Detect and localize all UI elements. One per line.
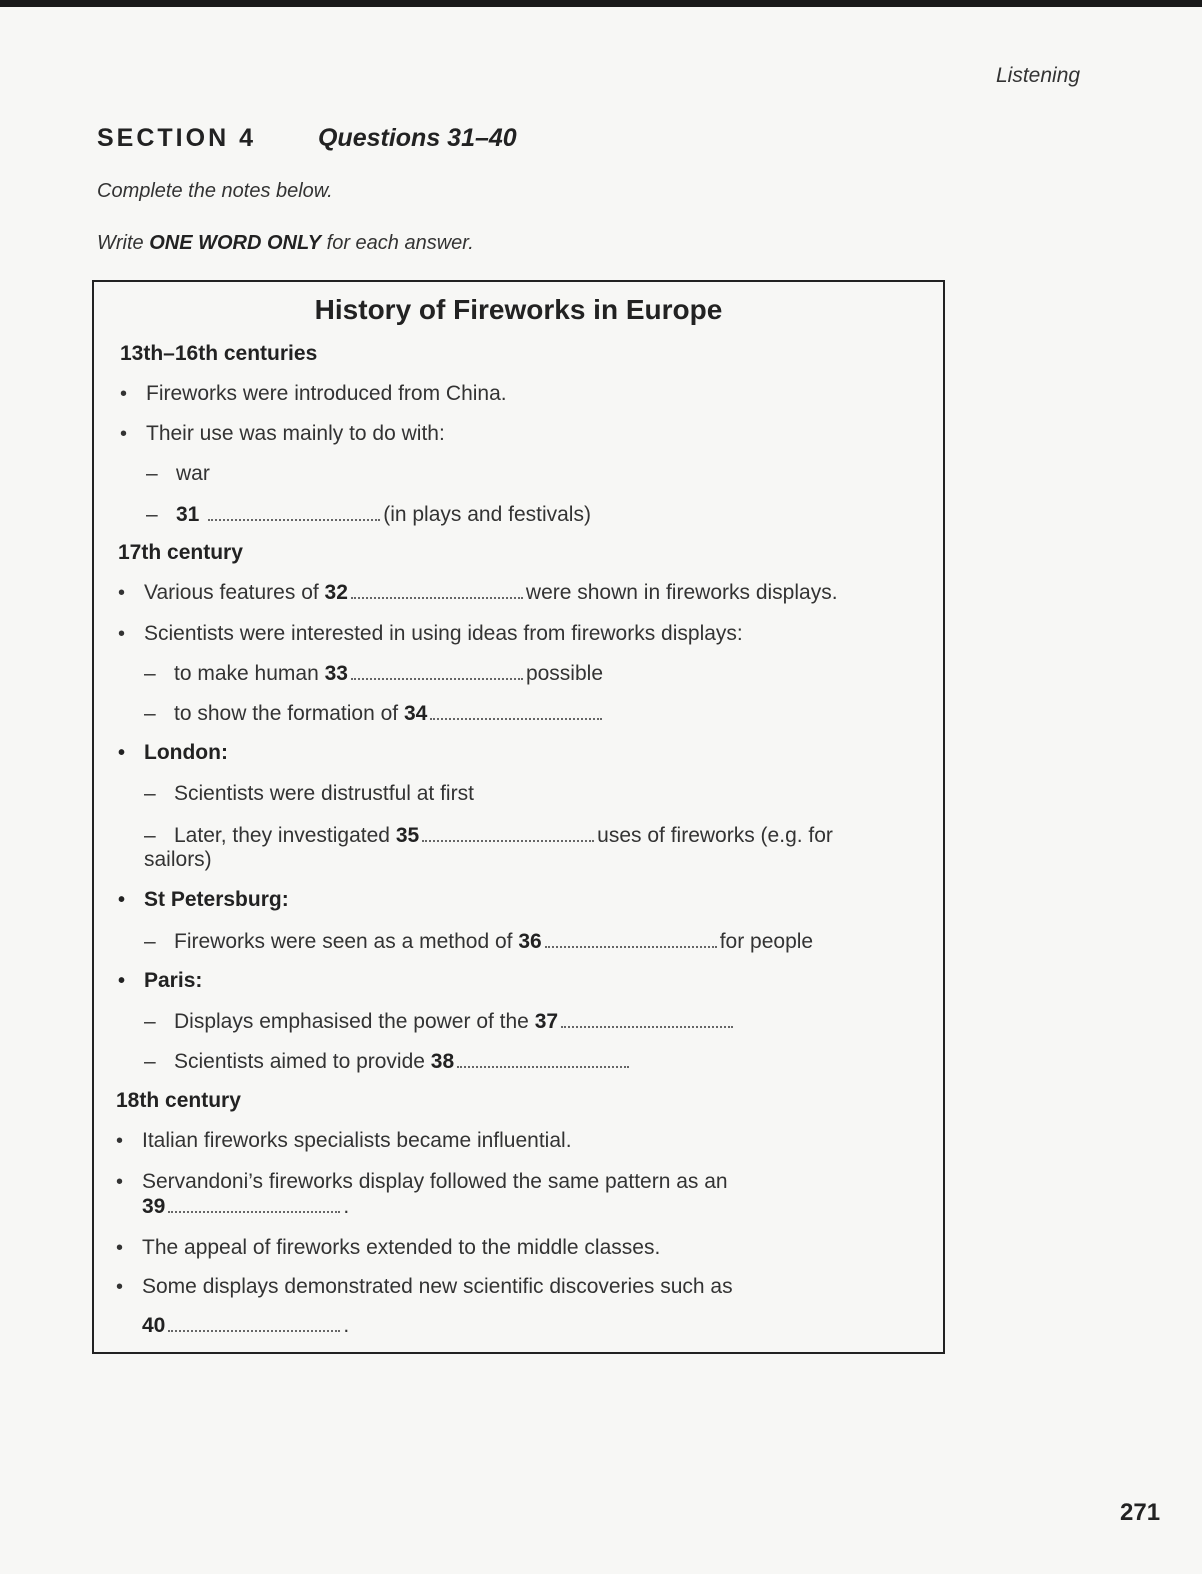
list-item (116, 1170, 728, 1194)
running-head: Listening (996, 64, 1081, 87)
item-text: The appeal of fireworks extended to the middle classes. (142, 1236, 661, 1259)
item-text: Various features of (144, 581, 325, 604)
question-35 (144, 824, 833, 848)
item-text: Some displays demonstrated new scientific discoveries such as (142, 1275, 733, 1298)
instruction-word-limit-emphasis: ONE WORD ONLY (149, 232, 322, 254)
item-text: Their use was mainly to do with: (146, 422, 445, 445)
question-number: 31 (176, 503, 200, 526)
item-text: for people (719, 930, 814, 953)
list-item (116, 1129, 572, 1153)
question-number: 33 (324, 662, 348, 685)
question-38 (144, 1050, 632, 1074)
item-text: uses of fireworks (e.g. for (597, 824, 833, 847)
answer-blank-32[interactable] (351, 594, 523, 599)
notes-box (92, 280, 945, 1354)
notes-title: History of Fireworks in Europe (314, 294, 723, 325)
list-subitem (144, 782, 474, 806)
question-34 (144, 702, 605, 726)
question-33 (144, 662, 603, 686)
section-header (97, 124, 517, 153)
scan-top-edge (0, 0, 1202, 7)
question-39 (142, 1195, 349, 1219)
item-text: London: (144, 741, 228, 764)
question-35-continuation: sailors) (144, 848, 212, 871)
question-number: 37 (534, 1010, 559, 1033)
item-text: Displays emphasised the power of the (174, 1010, 535, 1033)
answer-blank-37[interactable] (561, 1023, 733, 1028)
item-text: . (343, 1314, 350, 1337)
list-item (116, 1236, 660, 1260)
item-text: were shown in fireworks displays. (525, 581, 838, 604)
list-item (118, 622, 743, 646)
item-text: to show the formation of (174, 702, 404, 725)
item-text: (in plays and festivals) (383, 503, 591, 526)
item-text: Italian fireworks specialists became influential. (142, 1129, 572, 1152)
question-number: 32 (324, 581, 348, 604)
item-text: Scientists aimed to provide (174, 1050, 431, 1073)
instruction-prefix: Write (97, 232, 150, 254)
answer-blank-33[interactable] (351, 675, 523, 680)
question-36 (144, 930, 813, 954)
instruction-word-limit (97, 232, 474, 255)
subheading-paris (118, 969, 202, 993)
item-text: Servandoni’s fireworks display followed the same pattern as an (142, 1170, 728, 1193)
item-text: Fireworks were introduced from China. (146, 382, 507, 405)
question-number: 39 (142, 1195, 166, 1218)
item-text: . (343, 1195, 350, 1218)
heading-13th-16th-centuries: 13th–16th centuries (120, 342, 318, 365)
list-subitem (146, 462, 210, 486)
question-31 (146, 503, 591, 527)
item-text: possible (525, 662, 604, 685)
section-label: SECTION 4 (97, 124, 256, 152)
item-text: St Petersburg: (144, 888, 289, 911)
heading-17th-century: 17th century (118, 541, 243, 564)
question-number: 40 (142, 1314, 166, 1337)
list-item (120, 422, 445, 446)
question-37 (144, 1010, 736, 1034)
question-32 (118, 581, 838, 605)
subheading-london (118, 741, 228, 765)
answer-blank-35[interactable] (422, 837, 594, 842)
answer-blank-38[interactable] (457, 1063, 629, 1068)
answer-blank-36[interactable] (545, 943, 717, 948)
item-text: Later, they investigated (174, 824, 396, 847)
item-text: Fireworks were seen as a method of (174, 930, 519, 953)
question-number: 35 (395, 824, 420, 847)
answer-blank-39[interactable] (168, 1208, 340, 1213)
question-number: 34 (403, 702, 428, 725)
answer-blank-31[interactable] (208, 516, 380, 521)
instruction-suffix: for each answer. (321, 232, 474, 254)
item-text: Scientists were distrustful at first (174, 782, 474, 805)
list-item (120, 382, 507, 406)
item-text: Scientists were interested in using ideas from fireworks displays: (144, 622, 743, 645)
question-40 (142, 1314, 349, 1338)
item-text: to make human (174, 662, 325, 685)
answer-blank-34[interactable] (430, 715, 602, 720)
subheading-st-petersburg (118, 888, 289, 912)
instruction-complete-notes: Complete the notes below. (97, 180, 333, 202)
item-text: Paris: (144, 969, 203, 992)
page-number: 271 (1120, 1499, 1161, 1526)
list-item (116, 1275, 733, 1299)
item-text: war (176, 462, 210, 485)
answer-blank-40[interactable] (168, 1327, 340, 1332)
question-number: 36 (518, 930, 542, 953)
questions-range: Questions 31–40 (317, 124, 517, 152)
question-number: 38 (430, 1050, 455, 1073)
heading-18th-century: 18th century (116, 1089, 241, 1112)
